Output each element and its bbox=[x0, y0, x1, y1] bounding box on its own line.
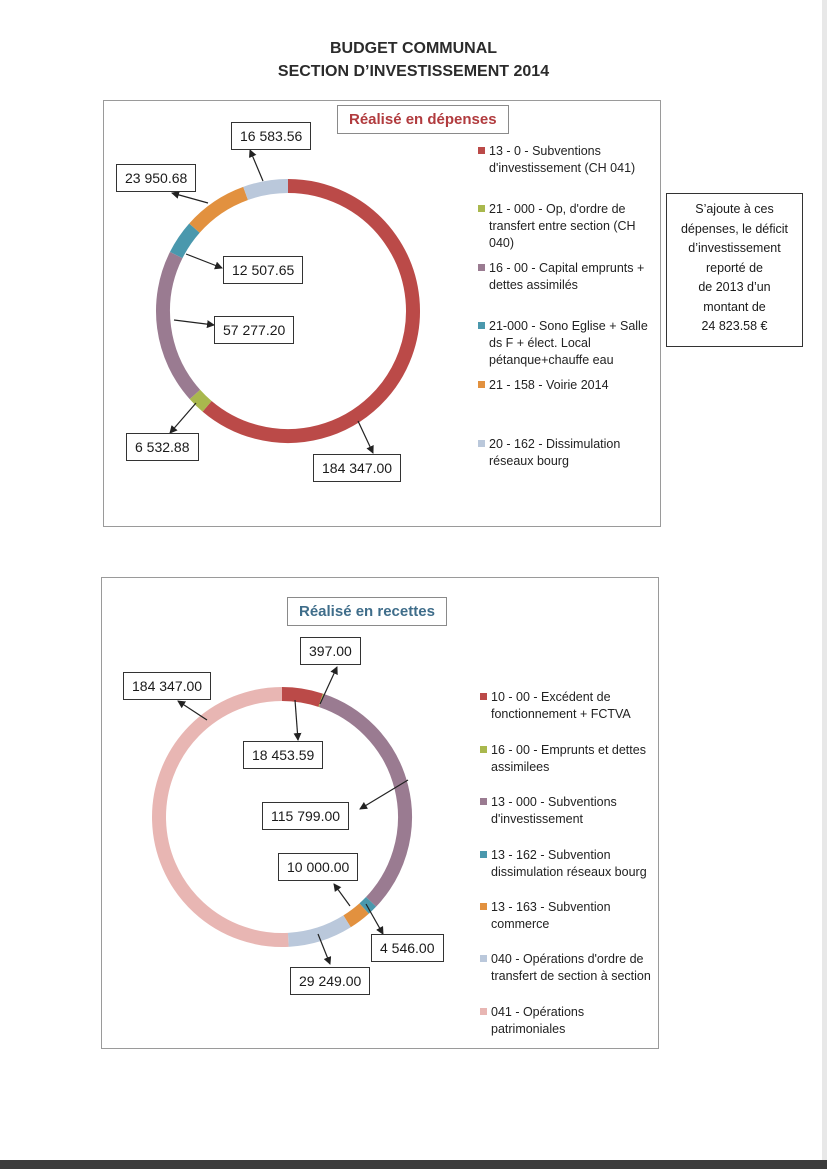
legend-swatch bbox=[480, 1008, 487, 1015]
note-line: 24 823.58 € bbox=[701, 319, 768, 333]
ring-segment-16-00-capital-emprunts-dettes-assimil-s bbox=[163, 255, 195, 394]
ring-segment-21-000-sono-eglise-salle-ds-f-lect-local bbox=[176, 228, 194, 255]
legend-swatch bbox=[478, 381, 485, 388]
legend-text bbox=[480, 916, 660, 933]
legend-text bbox=[480, 847, 660, 864]
legend-label: 21-000 - Sono Eglise + Salle bbox=[489, 319, 648, 333]
note-line: d’investissement bbox=[688, 241, 781, 255]
ring-segment-040-op-rations-d-ordre-de-transfert-de-s bbox=[288, 921, 347, 939]
legend-label: 13 - 000 - Subventions bbox=[491, 795, 617, 809]
legend-text bbox=[480, 811, 660, 828]
legend-swatch bbox=[480, 798, 487, 805]
legend-item-21-000-op-d-ordre-de-transfert-entre-sec bbox=[478, 201, 658, 252]
legend-item-21-158-voirie-2014 bbox=[478, 377, 658, 394]
note-line: montant de bbox=[703, 299, 766, 314]
arrow-rec-041 bbox=[178, 701, 207, 720]
legend-label: ds F + élect. Local bbox=[489, 336, 591, 350]
data-label-rec-13-162: 4 546.00 bbox=[371, 934, 444, 962]
legend-text bbox=[480, 759, 660, 776]
data-label-rec-10-00: 18 453.59 bbox=[243, 741, 323, 769]
legend-text bbox=[480, 899, 660, 916]
legend-text bbox=[478, 160, 658, 177]
legend-item-040-op-rations-d-ordre-de-transfert-de-s bbox=[480, 951, 660, 985]
legend-text bbox=[478, 335, 658, 352]
legend-item-16-00-emprunts-et-dettes-assimilees bbox=[480, 742, 660, 776]
legend-swatch bbox=[480, 903, 487, 910]
legend-text bbox=[478, 143, 658, 160]
legend-label: 10 - 00 - Excédent de bbox=[491, 690, 611, 704]
legend-label: dissimulation réseaux bourg bbox=[491, 865, 647, 879]
legend-text bbox=[480, 1021, 660, 1038]
ring-segment-13-0-subventions-d-investissement-ch-041 bbox=[207, 186, 413, 436]
legend-text bbox=[478, 352, 658, 369]
legend-label: d'investissement (CH 041) bbox=[489, 161, 636, 175]
legend-item-13-0-subventions-d-investissement-ch-041 bbox=[478, 143, 658, 177]
arrow-dep-13-0 bbox=[358, 421, 373, 453]
arrow-dep-20-162 bbox=[250, 150, 263, 181]
deficit-note bbox=[666, 193, 803, 347]
data-label-dep-21-000-sono: 12 507.65 bbox=[223, 256, 303, 284]
legend-text bbox=[480, 689, 660, 706]
legend-text bbox=[480, 1004, 660, 1021]
ring-segment-21-000-op-d-ordre-de-transfert-entre-sec bbox=[195, 394, 207, 406]
legend-text bbox=[478, 218, 658, 235]
legend-label: 21 - 000 - Op, d'ordre de bbox=[489, 202, 626, 216]
arrow-rec-13-162 bbox=[366, 904, 383, 934]
legend-swatch bbox=[480, 746, 487, 753]
legend-label: 13 - 0 - Subventions bbox=[489, 144, 601, 158]
note-line: de 2013 d’un bbox=[698, 280, 771, 294]
ring-segment-10-00-exc-dent-de-fonctionnement-fctva bbox=[282, 694, 321, 700]
arrow-rec-10-00 bbox=[295, 700, 298, 740]
arrow-dep-21-000-op bbox=[170, 403, 196, 433]
legend-label: 13 - 162 - Subvention bbox=[491, 848, 611, 862]
legend-label: dettes assimilés bbox=[489, 278, 578, 292]
legend-item-20-162-dissimulation-r-seaux-bourg bbox=[478, 436, 658, 470]
legend-label: fonctionnement + FCTVA bbox=[491, 707, 631, 721]
legend-swatch bbox=[480, 955, 487, 962]
legend-label: 20 - 162 - Dissimulation bbox=[489, 437, 621, 451]
scan-edge bbox=[822, 0, 827, 1169]
legend-label: réseaux bourg bbox=[489, 454, 569, 468]
legend-item-13-162-subvention-dissimulation-r-seaux- bbox=[480, 847, 660, 881]
legend-text bbox=[478, 235, 658, 252]
data-label-dep-13-0: 184 347.00 bbox=[313, 454, 401, 482]
legend-text bbox=[478, 318, 658, 335]
legend-label: transfert de section à section bbox=[491, 969, 651, 983]
data-label-rec-13-163: 10 000.00 bbox=[278, 853, 358, 881]
legend-item-13-000-subventions-d-investissement bbox=[480, 794, 660, 828]
legend-label: 040) bbox=[489, 236, 515, 250]
legend-swatch bbox=[480, 693, 487, 700]
legend-item-10-00-exc-dent-de-fonctionnement-fctva bbox=[480, 689, 660, 723]
arrow-dep-16-00 bbox=[174, 320, 214, 325]
ring-segment-21-158-voirie-2014 bbox=[194, 193, 245, 228]
legend-item-041-op-rations-patrimoniales bbox=[480, 1004, 660, 1038]
arrow-dep-21-158 bbox=[172, 193, 208, 203]
note-line: S’ajoute à ces bbox=[695, 202, 774, 216]
legend-label: 040 - Opérations d'ordre de bbox=[491, 952, 644, 966]
data-label-rec-041: 184 347.00 bbox=[123, 672, 211, 700]
legend-text bbox=[480, 742, 660, 759]
legend-text bbox=[478, 377, 658, 394]
ring-segment-13-163-subvention-commerce bbox=[347, 909, 364, 922]
legend-text bbox=[478, 436, 658, 453]
arrow-dep-21-000-sono bbox=[186, 254, 222, 268]
note-line: dépenses, le déficit bbox=[680, 221, 788, 236]
legend-label: commerce bbox=[491, 917, 550, 931]
ring-segment-20-162-dissimulation-r-seaux-bourg bbox=[246, 186, 288, 193]
page-title-line1: BUDGET COMMUNAL bbox=[329, 40, 498, 57]
data-label-dep-21-000-op: 6 532.88 bbox=[126, 433, 199, 461]
legend-label: 041 - Opérations bbox=[491, 1005, 585, 1019]
page-title-line2: SECTION D’INVESTISSEMENT 2014 bbox=[277, 63, 550, 80]
legend-text bbox=[478, 201, 658, 218]
legend-text bbox=[480, 864, 660, 881]
legend-label: 16 - 00 - Emprunts et dettes bbox=[491, 743, 646, 757]
data-label-dep-21-158: 23 950.68 bbox=[116, 164, 196, 192]
chart-title-depenses: Réalisé en dépenses bbox=[337, 105, 509, 134]
chart-title-recettes: Réalisé en recettes bbox=[287, 597, 447, 626]
legend-swatch bbox=[480, 851, 487, 858]
legend-label: 16 - 00 - Capital emprunts + bbox=[489, 261, 645, 275]
legend-item-13-163-subvention-commerce bbox=[480, 899, 660, 933]
legend-item-21-000-sono-eglise-salle-ds-f-lect-local bbox=[478, 318, 658, 369]
legend-item-16-00-capital-emprunts-dettes-assimil-s bbox=[478, 260, 658, 294]
data-label-dep-20-162: 16 583.56 bbox=[231, 122, 311, 150]
legend-swatch bbox=[478, 440, 485, 447]
note-line: reporté de bbox=[706, 260, 763, 275]
legend-text bbox=[478, 260, 658, 277]
legend-swatch bbox=[478, 205, 485, 212]
legend-text bbox=[480, 951, 660, 968]
legend-label: assimilees bbox=[491, 760, 550, 774]
legend-text bbox=[478, 453, 658, 470]
data-label-rec-040: 29 249.00 bbox=[290, 967, 370, 995]
legend-label: transfert entre section (CH bbox=[489, 219, 636, 233]
legend-label: 13 - 163 - Subvention bbox=[491, 900, 611, 914]
data-label-dep-16-00: 57 277.20 bbox=[214, 316, 294, 344]
legend-label: d'investissement bbox=[491, 812, 584, 826]
legend-text bbox=[480, 706, 660, 723]
legend-label: pétanque+chauffe eau bbox=[489, 353, 614, 367]
legend-swatch bbox=[478, 322, 485, 329]
scan-edge bbox=[0, 1160, 827, 1169]
arrow-rec-13-163 bbox=[334, 884, 350, 906]
legend-label: 21 - 158 - Voirie 2014 bbox=[489, 378, 609, 392]
legend-text bbox=[478, 277, 658, 294]
legend-text bbox=[480, 794, 660, 811]
legend-text bbox=[480, 968, 660, 985]
data-label-rec-13-000: 115 799.00 bbox=[262, 802, 349, 830]
legend-swatch bbox=[478, 147, 485, 154]
legend-label: patrimoniales bbox=[491, 1022, 566, 1036]
data-label-rec-16-00: 397.00 bbox=[300, 637, 361, 665]
legend-swatch bbox=[478, 264, 485, 271]
